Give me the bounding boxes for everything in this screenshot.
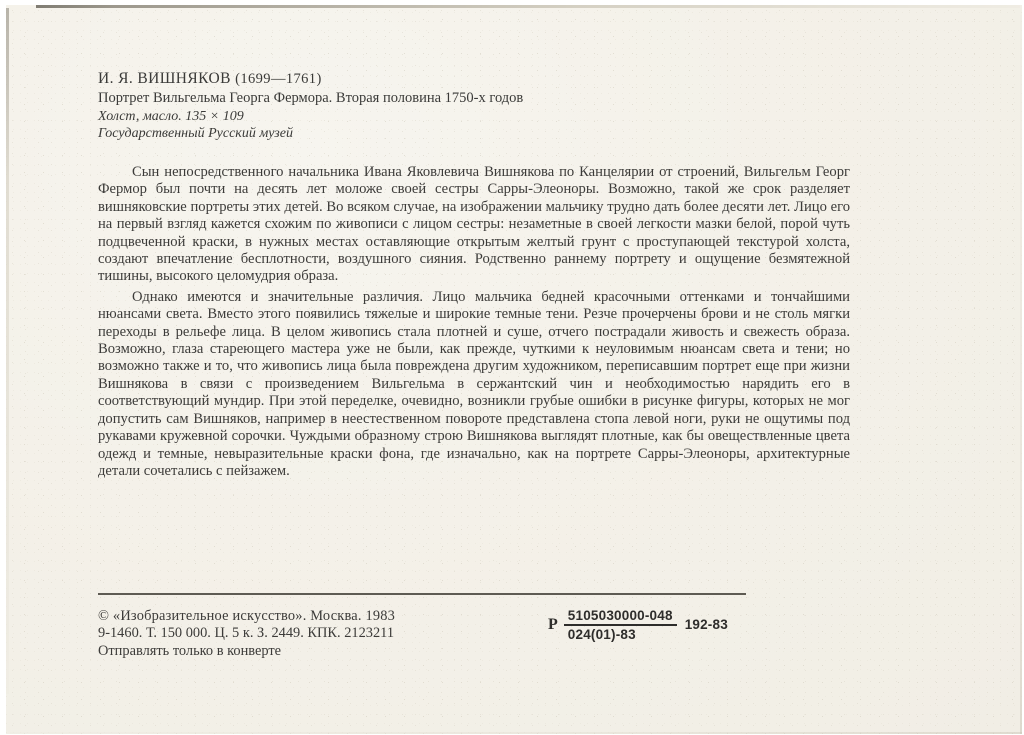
essay-text	[98, 164, 850, 480]
essay-paragraph-2: Однако имеются и значительные различия. Лицо мальчика бедней красочными оттенками и тончайшими нюансами света. Вместо этого появились тяжелые и широкие темные тени. Резче прочерчены брови и не столь мягки переходы в рельефе лица. В целом живопись стала плотней и суше, отчего пострадали живость и свежесть образа. Возможно, глаза стареющего мастера уже не были, как прежде, чуткими к неуловимым нюансам света и тени; но возможно также и то, что живопись лица была повреждена другим художником, переписавшим портрет еще при жизни Вишнякова в связи с произведением Вильгельма в сержантский чин и необходимостью нарядить его в соответствующий мундир. При этой переделке, очевидно, возникли грубые ошибки в рисунке фигуры, которых не мог допустить сам Вишняков, например в неестественном повороте представлена стопа левой ноги, руки не ощутимы под рукавами кружевной сорочки. Чуждыми образному строю Вишнякова выглядят плотные, как бы овеществленные цвета одежд и темные, невыразительные краски фона, где изначально, как на портрете Сарры-Элеоноры, архитектурные детали сочетались с пейзажем.	[98, 288, 850, 479]
essay-paragraph-1: Сын непосредственного начальника Ивана Яковлевича Вишнякова по Канцелярии от строений, Вильгельм Георг Фермор был почти на десять лет моложе своей сестры Сарры-Элеоноры. Возможно, такой же срок разделяет вишняковские портреты этих детей. Во всяком случае, на изображении мальчику трудно дать более десяти лет. Лицо его на первый взгляд кажется схожим по живописи с лицом сестры: незаметные в своей легкости мазки белой, порой чуть подцвеченной краски, в нужных местах оставляющие открытым желтый грунт с проступающей текстурой холста, создают впечатление бесплотности, воздушного сияния. Родственно раннему портрету и ощущение безмятежной тишины, высокого целомудрия образа.	[98, 164, 850, 285]
artwork-museum: Государственный Русский музей	[98, 126, 293, 141]
footer-divider	[98, 593, 746, 595]
footer-row	[98, 608, 858, 661]
copyright-line: © «Изобразительное искусство». Москва. 1983	[98, 607, 396, 624]
postcard-back	[6, 5, 1022, 734]
code-fraction	[564, 608, 677, 643]
code-letter: Р	[548, 616, 558, 634]
catalog-code-block	[548, 608, 728, 643]
artist-years: (1699—1761)	[235, 71, 322, 87]
scan-edge-top	[36, 5, 1020, 8]
imprint-footer	[98, 593, 858, 660]
artwork-credit-block	[98, 70, 850, 142]
artwork-title: Портрет Вильгельма Георга Фермора. Вторая половина 1750-х годов	[98, 90, 524, 106]
artwork-medium: Холст, масло. 135 × 109	[98, 109, 244, 124]
code-suffix: 192-83	[684, 617, 728, 633]
code-numerator: 5105030000-048	[567, 607, 673, 623]
print-run-line: 9-1460. Т. 150 000. Ц. 5 к. З. 2449. КПК. 2123211	[98, 625, 395, 642]
code-denominator: 024(01)-83	[567, 626, 636, 642]
publisher-imprint	[98, 608, 528, 661]
artist-line	[98, 70, 850, 88]
scan-edge-bottom	[10, 732, 1022, 734]
scan-edge-left	[6, 8, 9, 694]
artist-name: И. Я. ВИШНЯКОВ	[98, 70, 231, 87]
scan-edge-right	[1020, 15, 1022, 734]
content-area	[98, 70, 850, 480]
mailing-note-line: Отправлять только в конверте	[98, 642, 282, 659]
